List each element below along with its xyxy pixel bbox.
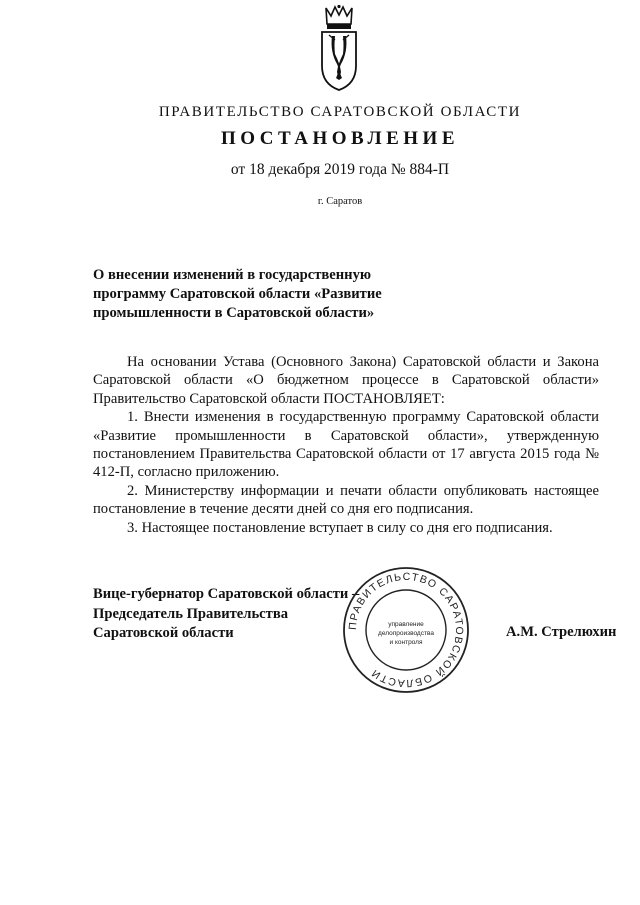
body-paragraph: На основании Устава (Основного Закона) Саратовской области и Закона Саратовской области «О бюджетном процессе в Саратовской области» Правительство Саратовской области ПОСТАНОВЛЯЕТ: (93, 354, 599, 407)
stamp-ring-text: ПРАВИТЕЛЬСТВО САРАТОВСКОЙ ОБЛАСТИ (346, 570, 466, 690)
subject-line: О внесении изменений в государственную (93, 267, 372, 283)
document-subject (93, 266, 413, 323)
coat-of-arms-icon (316, 4, 362, 92)
signatory-title (93, 585, 373, 644)
body-paragraph: 1. Внести изменения в государственную программу Саратовской области «Развитие промышленности в Саратовской области», утвержденную постановлением Правительства Саратовской области от 17 августа 2015 года № 412-П, согласно приложению. (93, 409, 599, 481)
stamp-center-line: и контроля (389, 639, 423, 646)
date-and-number: от 18 декабря 2019 года № 884-П (230, 161, 450, 178)
signatory-name: А.М. Стрелюхин (506, 624, 617, 640)
body-paragraph: 3. Настоящее постановление вступает в силу со дня его подписания. (127, 519, 553, 536)
city: г. Саратов (317, 196, 363, 207)
document-body (93, 353, 599, 537)
subject-line: промышленности в Саратовской области» (93, 305, 375, 321)
stamp-center-line: управление (388, 621, 424, 628)
stamp-center-line: делопроизводства (378, 630, 434, 637)
government-name: ПРАВИТЕЛЬСТВО САРАТОВСКОЙ ОБЛАСТИ (158, 104, 522, 120)
signatory-title-line: Председатель Правительства (93, 605, 289, 622)
official-stamp (340, 564, 472, 696)
body-paragraph: 2. Министерству информации и печати области опубликовать настоящее постановление в течение десяти дней со дня его подписания. (93, 482, 599, 518)
signatory-title-line: Вице-губернатор Саратовской области – (93, 586, 360, 602)
subject-line: программу Саратовской области «Развитие (93, 286, 382, 302)
document-type: ПОСТАНОВЛЕНИЕ (220, 128, 460, 149)
signatory-title-line: Саратовской области (93, 625, 234, 641)
